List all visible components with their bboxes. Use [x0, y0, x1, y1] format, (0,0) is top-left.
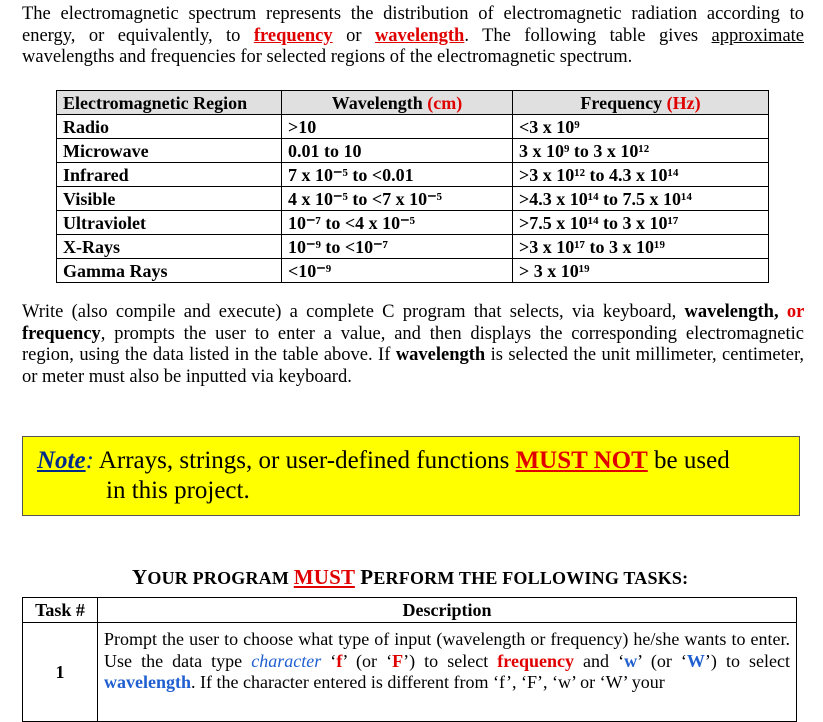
F-term: F [392, 650, 404, 671]
table-row [57, 259, 769, 283]
heading-text: ERFORM THE FOLLOWING TASKS: [373, 568, 689, 588]
table-row [57, 235, 769, 259]
header-frequency [513, 91, 769, 115]
cell-region: Microwave [57, 139, 282, 163]
task-text: ’ (or ‘ [637, 650, 687, 671]
task-text: ’) to select [403, 650, 498, 671]
cell-region: Radio [57, 115, 282, 139]
cell-frequency: 3 x 10⁹ to 3 x 10¹² [513, 139, 769, 163]
heading-cap: P [354, 565, 374, 589]
tasks-heading [132, 565, 688, 590]
header-region: Electromagnetic Region [57, 91, 282, 115]
cell-region: Infrared [57, 163, 282, 187]
wavelength-term: wavelength [374, 25, 465, 46]
cell-wavelength: 4 x 10⁻⁵ to <7 x 10⁻⁵ [282, 187, 513, 211]
cell-region: X-Rays [57, 235, 282, 259]
header-frequency-label: Frequency [580, 92, 667, 113]
task-text: . If the character entered is different from ‘f’, ‘F’, ‘w’ or ‘W’ your [191, 672, 665, 692]
f-term: f [336, 650, 343, 671]
task-number: 1 [23, 623, 98, 722]
or-term: or [778, 302, 804, 322]
table-row [57, 211, 769, 235]
tasks-table-header [23, 598, 797, 623]
w-term: w [624, 650, 638, 671]
cell-region: Visible [57, 187, 282, 211]
tasks-table [22, 597, 797, 722]
instructions-paragraph [22, 302, 804, 388]
cell-frequency: <3 x 10⁹ [513, 115, 769, 139]
cell-frequency: >7.5 x 10¹⁴ to 3 x 10¹⁷ [513, 211, 769, 235]
table-row [57, 139, 769, 163]
header-wavelength-label: Wavelength [331, 92, 428, 113]
cell-wavelength: >10 [282, 115, 513, 139]
spectrum-table [56, 90, 769, 283]
table-row [23, 623, 797, 722]
note-line-2: in this project. [106, 477, 250, 504]
note-box [22, 436, 800, 516]
intro-text: or [332, 25, 375, 46]
cell-wavelength: 10⁻⁷ to <4 x 10⁻⁵ [282, 211, 513, 235]
frequency-term: frequency [497, 650, 574, 671]
frequency-term: frequency [22, 323, 101, 344]
header-frequency-unit: (Hz) [666, 92, 701, 113]
note-text: be used [647, 447, 730, 474]
cell-region: Gamma Rays [57, 259, 282, 283]
table-row [57, 187, 769, 211]
cell-frequency: >3 x 10¹² to 4.3 x 10¹⁴ [513, 163, 769, 187]
cell-wavelength: 10⁻⁹ to <10⁻⁷ [282, 235, 513, 259]
cell-region: Ultraviolet [57, 211, 282, 235]
header-wavelength [282, 91, 513, 115]
task-text: ’) to select [704, 650, 791, 671]
intro-text: . The following table gives [464, 25, 712, 46]
task-description [98, 623, 797, 722]
task-text: ‘ [321, 650, 337, 671]
W-term: W [686, 650, 705, 671]
heading-cap: Y [132, 565, 148, 589]
wavelength-term: wavelength, [684, 302, 779, 322]
cell-wavelength: <10⁻⁹ [282, 259, 513, 283]
heading-text: OUR PROGRAM [147, 568, 294, 588]
wavelength-term: wavelength [104, 672, 191, 692]
table-row [57, 163, 769, 187]
intro-text: The electromagnetic spectrum represents the distribution of electromagnetic radiation according to energy, or equivalently, to [22, 4, 804, 46]
instructions-text: is selected the unit millimeter, centimeter, or meter must also be inputted via keyboard. [22, 345, 804, 387]
character-term: character [251, 650, 322, 671]
task-text: and ‘ [573, 650, 625, 671]
wavelength-term: wavelength [395, 345, 486, 365]
cell-wavelength: 0.01 to 10 [282, 139, 513, 163]
note-label: Note [37, 447, 86, 474]
note-colon: : [85, 447, 94, 474]
spectrum-table-header [57, 91, 769, 115]
note-line-1 [37, 446, 789, 476]
approximate-term: approximate [711, 25, 805, 46]
header-wavelength-unit: (cm) [427, 92, 463, 113]
cell-frequency: >3 x 10¹⁷ to 3 x 10¹⁹ [513, 235, 769, 259]
cell-wavelength: 7 x 10⁻⁵ to <0.01 [282, 163, 513, 187]
instructions-text: Write (also compile and execute) a complete C program that selects, via keyboard, [22, 302, 685, 322]
note-text: Arrays, strings, or user-defined functions [93, 447, 516, 474]
intro-paragraph [22, 4, 804, 69]
header-task-number: Task # [23, 598, 98, 623]
table-row [57, 115, 769, 139]
task-text: Prompt the user to choose what type of input (wavelength or frequency) he/she wants to enter. Use the data type [104, 629, 790, 671]
cell-frequency: >4.3 x 10¹⁴ to 7.5 x 10¹⁴ [513, 187, 769, 211]
task-text: ’ (or ‘ [342, 650, 393, 671]
instructions-text: , prompts the user to enter a value, and then displays the corresponding electromagnetic region, using the data listed in the table above. If [22, 323, 804, 365]
cell-frequency: > 3 x 10¹⁹ [513, 259, 769, 283]
note-must-not: MUST NOT [515, 447, 648, 474]
intro-text: wavelengths and frequencies for selected regions of the electromagnetic spectrum. [22, 47, 633, 67]
frequency-term: frequency [253, 25, 333, 46]
heading-must: MUST [293, 565, 355, 589]
header-description: Description [98, 598, 797, 623]
